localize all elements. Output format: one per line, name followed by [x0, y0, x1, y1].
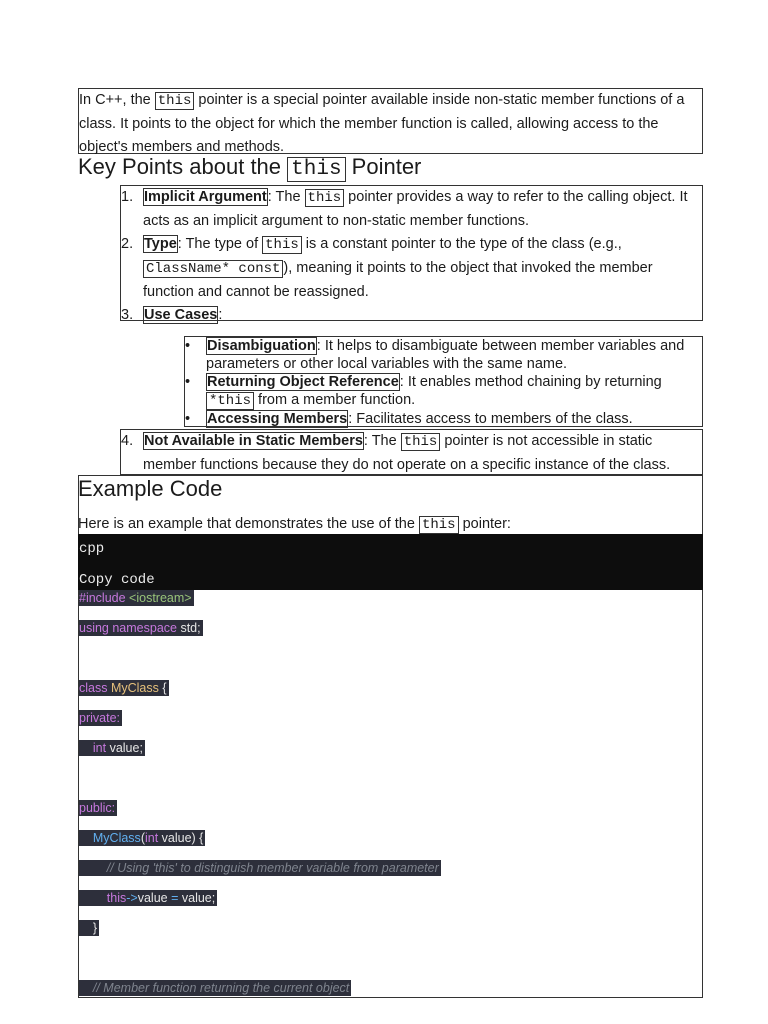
intro-paragraph	[78, 88, 703, 154]
key-point-4-box	[120, 429, 703, 475]
code-line: using namespace std;	[79, 621, 201, 635]
inline-code: this	[305, 189, 345, 207]
code-line: // Member function returning the current object	[79, 981, 350, 995]
code-line: // Using 'this' to distinguish member variable from parameter	[79, 861, 439, 875]
list-item: • Disambiguation: It helps to disambiguate between member variables and parameters or other local variables with the same name.	[185, 337, 685, 373]
intro-text-cont: pointer is a special pointer available inside non-static member functions of a class. It points to the object for which the member function is called, allowing access to the object's members and methods.	[79, 92, 685, 155]
item-title: Accessing Members	[207, 411, 348, 427]
item-title: Returning Object Reference	[207, 374, 399, 390]
code-line: public:	[79, 801, 116, 815]
code-line: private:	[79, 711, 120, 725]
intro-text: In C++, the	[79, 92, 155, 108]
list-item: 2. Type: The type of this is a constant pointer to the type of the class (e.g., ClassName* const ), meaning it points to the object that invoked the member function and cannot be reassigned.	[121, 236, 653, 300]
item-title: Disambiguation	[207, 338, 316, 354]
copy-code-button[interactable]: Copy code	[79, 572, 155, 588]
inline-code: *this	[206, 392, 254, 410]
code-line: }	[79, 921, 98, 935]
code-line: class MyClass {	[79, 681, 167, 695]
code-line: this->value = value;	[79, 891, 216, 905]
inline-code: this	[419, 516, 459, 534]
item-title: Type	[144, 236, 177, 252]
code-line: MyClass(int value) {	[79, 831, 204, 845]
code-line: #include <iostream>	[79, 591, 192, 605]
example-heading: Example Code	[78, 476, 223, 501]
inline-code: this	[262, 236, 302, 254]
list-item: 3. Use Cases:	[121, 307, 223, 323]
key-points-heading: Key Points about the this Pointer	[78, 154, 422, 181]
inline-code: this	[155, 92, 195, 110]
inline-code: this	[401, 433, 441, 451]
item-title: Implicit Argument	[144, 189, 267, 205]
list-item: • Accessing Members: Facilitates access to members of the class.	[185, 410, 685, 428]
item-title: Not Available in Static Members	[144, 433, 363, 449]
code-line: int value;	[79, 741, 143, 755]
code-block-header	[78, 534, 703, 590]
list-item: 4. Not Available in Static Members: The this pointer is not accessible in static member functions because they do not operate on a specific instance of the class.	[121, 433, 671, 473]
use-cases-box	[184, 336, 703, 427]
code-language-label: cpp	[79, 541, 105, 557]
list-item: 1. Implicit Argument: The this pointer provides a way to refer to the calling object. It acts as an implicit argument to non-static member functions.	[121, 189, 688, 229]
item-title: Use Cases	[144, 307, 218, 323]
example-intro: Here is an example that demonstrates the use of the this pointer:	[78, 516, 511, 533]
inline-code: ClassName* const	[143, 260, 283, 278]
code-block	[78, 590, 703, 998]
list-item: • Returning Object Reference: It enables method chaining by returning *this from a member function.	[185, 373, 685, 410]
key-points-list-box	[120, 185, 703, 321]
inline-code: this	[287, 157, 345, 182]
